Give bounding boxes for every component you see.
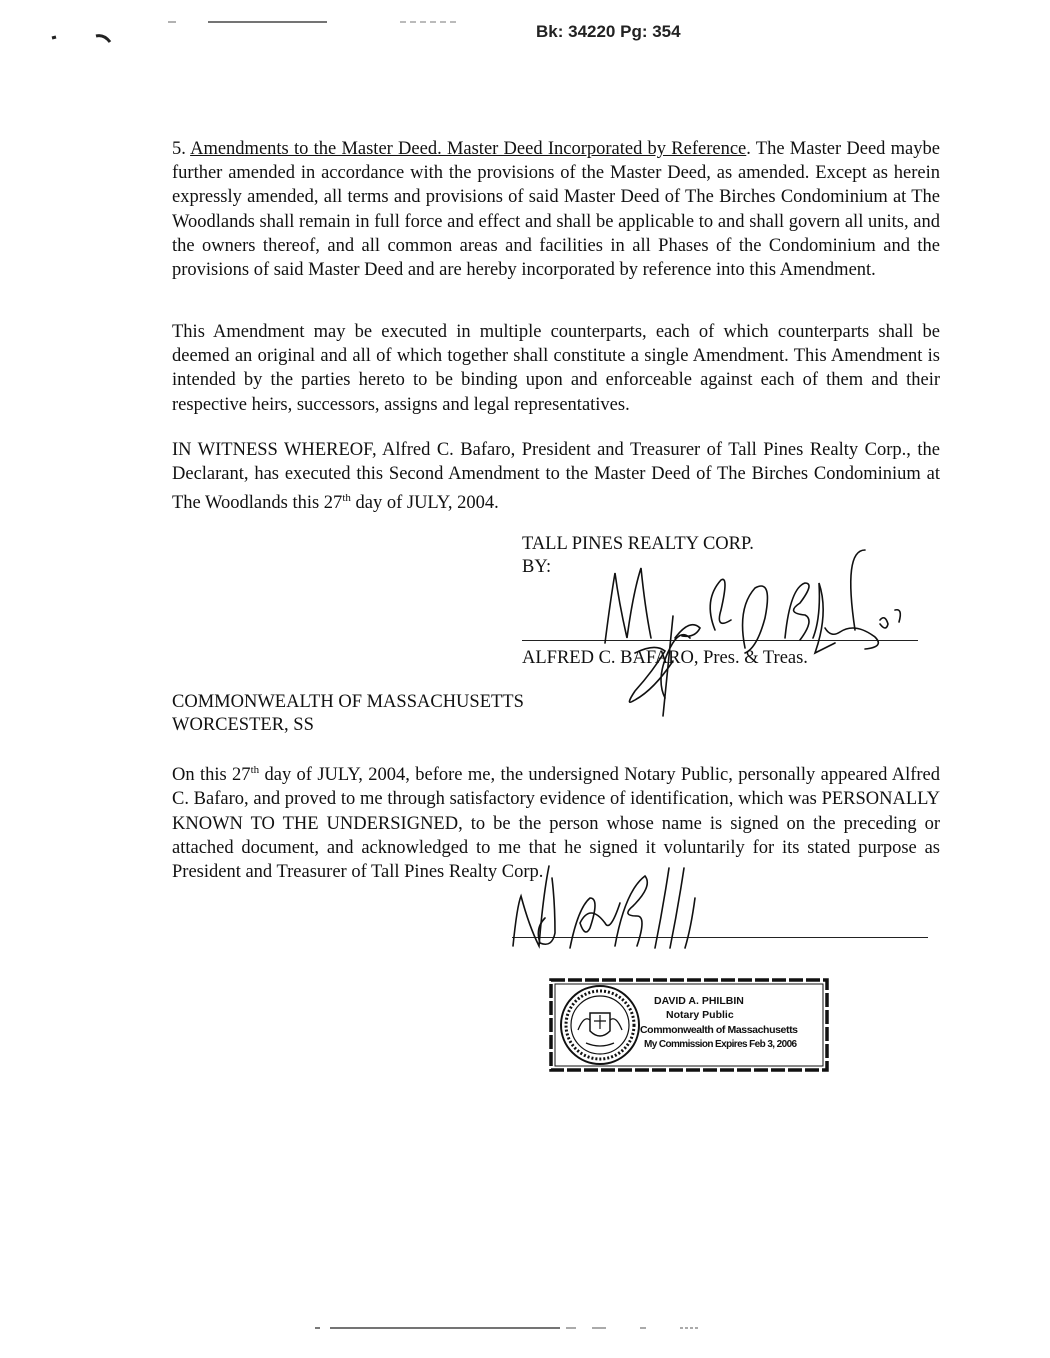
witness-date: day of JULY, 2004. — [350, 493, 499, 514]
notary-signature — [505, 858, 720, 958]
section-number: 5. — [172, 139, 191, 159]
bafaro-signature — [585, 548, 915, 718]
signer-name: ALFRED C. BAFARO, Pres. & Treas. — [522, 648, 808, 668]
section-5-paragraph — [172, 137, 940, 282]
venue-county: WORCESTER, SS — [172, 715, 314, 735]
counterparts-paragraph: This Amendment may be executed in multiple counterparts, each of which counterparts shall be deemed an original and all of which together shall constitute a single Amendment. This Amendment is intended by the parties hereto to be binding upon and enforceable against each of them and their respective heirs, successors, assigns and legal representatives. — [172, 322, 940, 415]
notary-text-start: On this 27 — [172, 765, 251, 786]
notary-stamp-name: DAVID A. PHILBIN — [654, 995, 744, 1007]
notary-stamp-jurisdiction: Commonwealth of Massachusetts — [640, 1024, 798, 1036]
section-heading: Amendments to the Master Deed. Master Deed Incorporated by Reference — [190, 139, 747, 159]
book-page-reference: Bk: 34220 Pg: 354 — [536, 22, 681, 41]
witness-text: IN WITNESS WHEREOF, Alfred C. Bafaro, President and Treasurer of Tall Pines Realty Corp., the Declarant, has executed this Second Amendment to the Master Deed of The Birches Condominium at The Woodlands this 27 — [172, 440, 940, 514]
notary-stamp-expiration: My Commission Expires Feb 3, 2006 — [644, 1039, 797, 1050]
company-name: TALL PINES REALTY CORP. — [522, 534, 754, 554]
top-scan-marks — [0, 0, 1050, 60]
bottom-scan-marks — [0, 1318, 1050, 1338]
witness-paragraph — [172, 438, 940, 516]
notary-text: day of JULY, 2004, before me, the undersigned Notary Public, personally appeared Alfred C. Bafaro, and proved to me through satisfactory evidence of identification, which was PERSONALLY KNOWN TO THE UNDERSIGNED, to be the person whose name is signed on the preceding or attached document, and acknowledged to me that he signed it voluntarily for its stated purpose as President and Treasurer of Tall Pines Realty Corp. — [172, 765, 940, 882]
notary-sup: th — [250, 764, 260, 776]
by-label: BY: — [522, 557, 552, 577]
witness-sup: th — [342, 492, 351, 505]
venue-state: COMMONWEALTH OF MASSACHUSETTS — [172, 692, 524, 712]
notary-stamp-title: Notary Public — [666, 1009, 734, 1021]
section-body: . The Master Deed maybe further amended in accordance with the provisions of the Master Deed, as amended. Except as herein expressly amended, all terms and provisions of said Master Deed of The Birches Condominium at The Woodlands shall remain in full force and effect and shall be applicable to and shall govern all units, and the owners thereof, and all common areas and facilities in all Phases of the Condominium and the provisions of said Master Deed and are hereby incorporated by reference into this Amendment. — [172, 139, 940, 281]
